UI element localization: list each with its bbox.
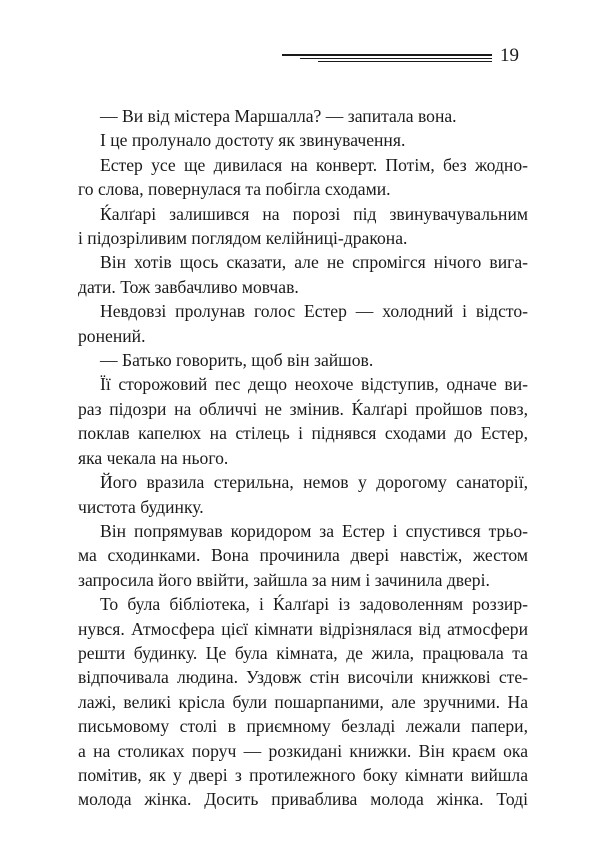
paragraph (78, 153, 528, 202)
text-line: Невдовзі пролунав голос Естер — холодний і відсто- (100, 301, 528, 322)
text-line: дати. Тож завбачливо мовчав. (78, 276, 299, 297)
text-line: І це пролунало достоту як звинувачення. (100, 130, 406, 151)
text-line: і підозріливим поглядом келійниці-дракона. (78, 228, 408, 249)
text-line: — Батько говорить, щоб він зайшов. (100, 350, 374, 371)
text-line: Її сторожовий пес дещо неохоче відступив, одначе ви- (100, 374, 528, 395)
text-line: Ќалґарі залишився на порозі під звинувачувальним (100, 203, 528, 224)
paragraph (78, 592, 528, 812)
paragraph (78, 372, 528, 470)
paragraph (78, 470, 528, 519)
text-line: решти будинку. Це була кімната, де жила, працювала та (78, 642, 528, 663)
text-line: яка чекала на нього. (78, 447, 229, 468)
text-line: Він хотів щось сказати, але не спромігся нічого вига- (100, 252, 528, 273)
paragraph (78, 250, 528, 299)
text-line: ронений. (78, 325, 146, 346)
header-rule (282, 54, 492, 62)
paragraph (78, 299, 528, 348)
text-line: письмовому столі в приємному безладі лежали папери, (78, 716, 528, 737)
text-line: — Ви від містера Маршалла? — запитала вона. (100, 106, 457, 126)
text-line: лажі, великі крісла були пошарпаними, але зручними. На (78, 691, 528, 712)
text-line: нувся. Атмосфера цієї кімнати відрізнялася від атмосфери (78, 618, 528, 639)
text-line: ма сходинками. Вона прочинила двері навстіж, жестом (78, 545, 528, 566)
paragraph (78, 128, 528, 152)
paragraph (78, 519, 528, 592)
text-line: запросила його ввійти, зайшла за ним і зачинила двері. (78, 569, 490, 590)
header-rule-line (318, 61, 492, 62)
text-line: поклав капелюх на стілець і піднявся сходами до Естер, (78, 423, 528, 444)
text-line: молода жінка. Досить приваблива молода жінка. Тоді (78, 789, 528, 810)
text-line: чистота будинку. (78, 496, 204, 517)
header-rule-line (282, 54, 492, 56)
text-line: відпочивала людина. Уздовж стін височіли книжкові сте- (78, 667, 528, 688)
text-line: То була бібліотека, і Ќалґарі із задоволенням роззир- (100, 594, 528, 615)
text-line: Естер усе ще дивилася на конверт. Потім, без жодно- (100, 154, 528, 175)
page-number: 19 (500, 45, 519, 66)
paragraph (78, 202, 528, 251)
paragraph (78, 348, 528, 372)
text-line: раз підозри на обличчі не змінив. Ќалґарі пройшов повз, (78, 398, 528, 419)
paragraph (78, 104, 528, 128)
text-line: Він попрямував коридором за Естер і спустився трьо- (100, 520, 528, 541)
body-text (78, 104, 528, 812)
text-line: го слова, повернулася та побігла сходами. (78, 179, 391, 200)
header-rule-line (300, 58, 492, 59)
text-line: помітив, як у двері з протилежного боку кімнати вийшла (78, 764, 528, 785)
text-line: Його вразила стерильна, немов у дорогому санаторії, (100, 472, 528, 493)
text-line: а на столиках поруч — розкидані книжки. Він краєм ока (78, 740, 528, 761)
